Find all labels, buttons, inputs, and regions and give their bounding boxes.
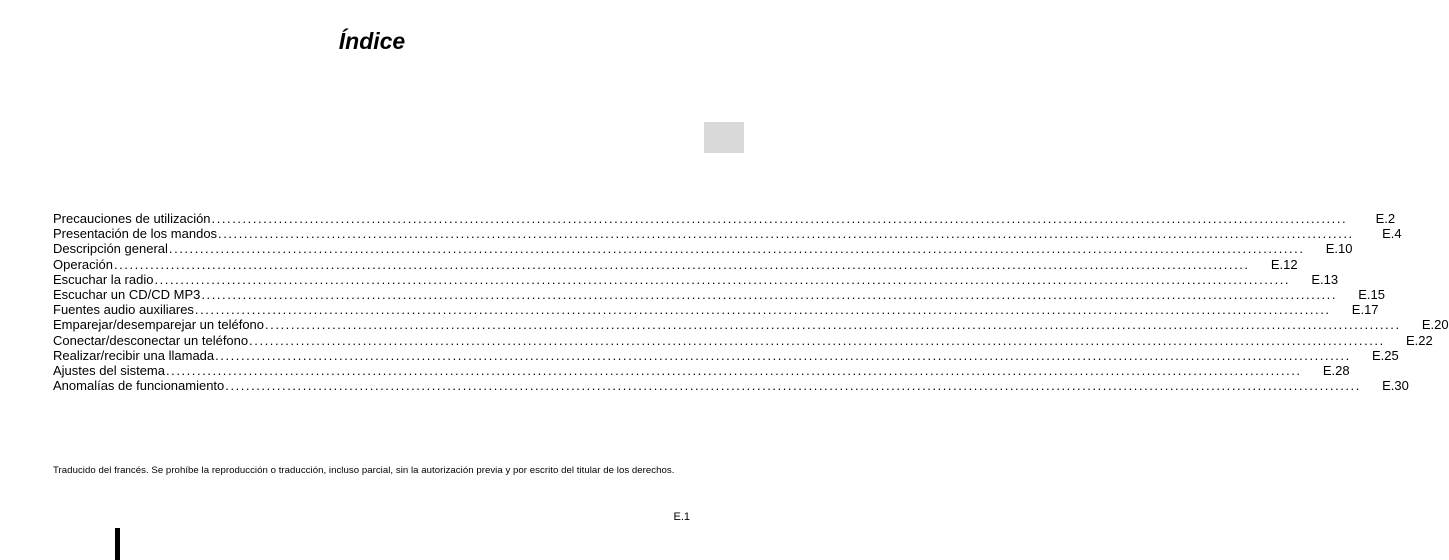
toc-entry-page: E.30 [1382,378,1409,394]
toc-entry-label: Presentación de los mandos [53,226,218,242]
toc-dot-leader: ............................................................................................................................................................................................................................ [154,271,1291,287]
toc-dot-leader: ............................................................................................................................................................................................................................ [215,347,1351,363]
toc-entry[interactable] [53,317,1449,333]
toc-entry[interactable] [53,302,1379,318]
toc-entry[interactable] [53,256,1298,272]
toc-dot-leader: ............................................................................................................................................................................................................................ [166,362,1302,378]
toc-dot-leader: ............................................................................................................................................................................................................................ [225,378,1361,394]
toc-entry-label: Precauciones de utilización [53,211,211,226]
toc-entry-page: E.4 [1382,226,1402,242]
margin-bar [115,528,120,560]
toc-entry[interactable] [53,226,1402,242]
toc-entry[interactable] [53,211,1396,226]
toc-dot-leader: ............................................................................................................................................................................................................................ [249,332,1385,348]
toc-entry[interactable] [53,271,1339,287]
toc-dot-leader: ............................................................................................................................................................................................................................ [265,317,1401,333]
toc-entry[interactable] [53,362,1350,378]
toc-entry-page: E.25 [1372,347,1399,363]
toc-dot-leader: ............................................................................................................................................................................................................................ [194,302,1331,318]
toc-entry-page: E.13 [1311,271,1339,287]
toc-entry-label: Emparejar/desemparejar un teléfono [53,317,265,333]
toc-entry-page: E.10 [1325,241,1353,257]
toc-dot-leader: ............................................................................................................................................................................................................................ [218,226,1354,242]
toc-dot-leader: ............................................................................................................................................................................................................................ [168,241,1305,257]
table-of-contents [53,211,1449,394]
toc-entry[interactable] [53,286,1385,302]
toc-dot-leader: ............................................................................................................................................................................................................................ [113,256,1250,272]
toc-entry-page: E.28 [1322,362,1350,378]
copyright-note: Traducido del francés. Se prohíbe la reproducción o traducción, incluso parcial, sin la autorización previa y por escrito del titular de los derechos. [53,465,675,476]
toc-entry-label: Descripción general [53,241,168,257]
toc-entry-page: E.20 [1421,317,1449,333]
toc-entry-page: E.17 [1351,302,1379,318]
toc-entry-label: Conectar/desconectar un teléfono [53,332,249,348]
toc-entry-label: Ajustes del sistema [53,362,165,378]
toc-entry-page: E.2 [1375,211,1396,226]
toc-entry-label: Realizar/recibir una llamada [53,347,215,363]
toc-dot-leader: ............................................................................................................................................................................................................................ [211,211,1348,226]
toc-dot-leader: ............................................................................................................................................................................................................................ [201,286,1337,302]
page-title: Índice [338,28,406,54]
toc-entry-page: E.22 [1406,332,1433,348]
toc-entry-page: E.15 [1358,286,1385,302]
toc-entry-label: Operación [53,256,113,272]
page-number: E.1 [673,511,690,523]
toc-entry-label: Anomalías de funcionamiento [53,378,225,394]
toc-entry-label: Escuchar un CD/CD MP3 [53,286,201,302]
toc-entry[interactable] [53,378,1409,394]
toc-entry[interactable] [53,347,1399,363]
toc-entry-label: Escuchar la radio [53,271,154,287]
toc-entry[interactable] [53,241,1353,257]
toc-entry-page: E.12 [1270,256,1298,272]
toc-entry-label: Fuentes audio auxiliares [53,302,194,318]
section-tab-marker [704,122,744,153]
toc-entry[interactable] [53,332,1433,348]
